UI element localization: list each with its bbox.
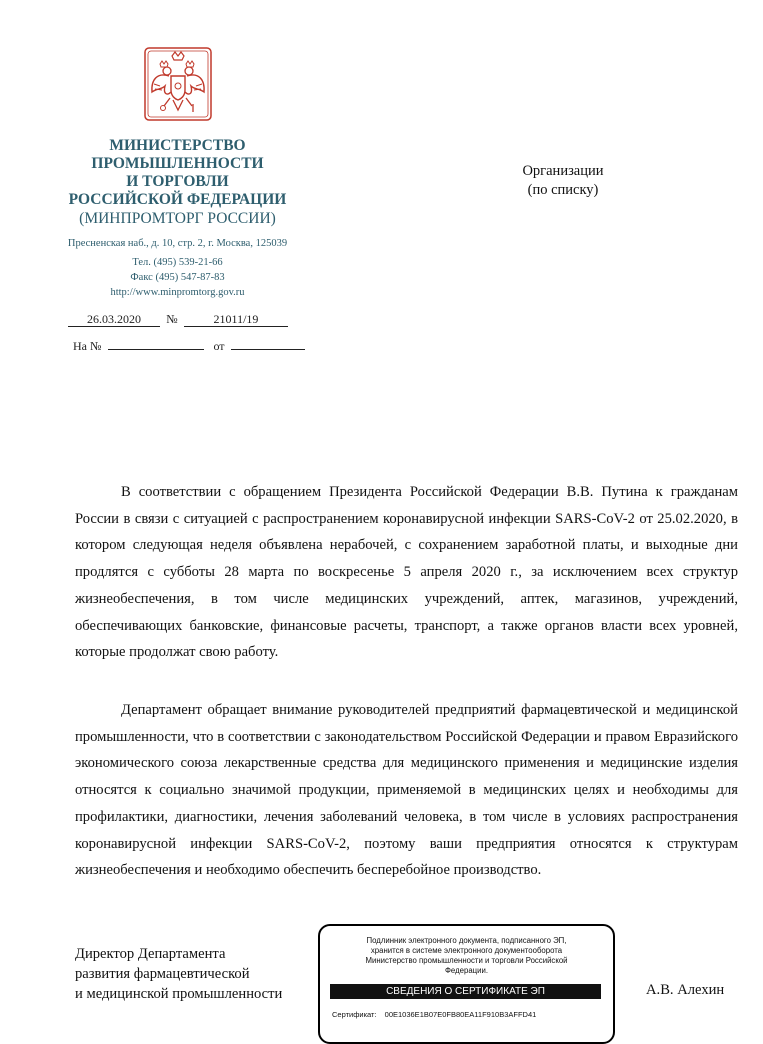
electronic-signature-stamp — [318, 924, 615, 1044]
reply-date-blank — [231, 336, 305, 350]
stamp-header: СВЕДЕНИЯ О СЕРТИФИКАТЕ ЭП — [330, 984, 601, 999]
reply-reference-line — [73, 336, 305, 354]
registration-number-label: № — [166, 312, 178, 326]
signatory-position-line: развития фармацевтической — [75, 966, 250, 982]
stamp-notice-line: Подлинник электронного документа, подписанного ЭП, — [366, 936, 567, 945]
stamp-notice-line: хранится в системе электронного документооборота — [370, 946, 563, 955]
ministry-name-line-4: РОССИЙСКОЙ ФЕДЕРАЦИИ — [68, 191, 287, 208]
registration-line — [68, 312, 288, 327]
ministry-fax: Факс (495) 547-87-83 — [130, 272, 225, 283]
ministry-address: Пресненская наб., д. 10, стр. 2, г. Москва, 125039 — [67, 238, 288, 249]
registration-date: 26.03.2020 — [68, 313, 160, 327]
signatory-position-line: и медицинской промышленности — [75, 986, 283, 1002]
ministry-name-line-3: И ТОРГОВЛИ — [126, 173, 229, 190]
certificate-label: Сертификат: — [332, 1010, 377, 1019]
ministry-phone: Тел. (495) 539-21-66 — [132, 257, 223, 268]
body-paragraph-1: В соответствии с обращением Президента Российской Федерации В.В. Путина к гражданам России в связи с ситуацией с распространением коронавирусной инфекции SARS-CoV-2 от 25.02.2020, в котором следующая неделя объявлена нерабочей, с сохранением заработной платы, и выходные дни продлятся с субботы 28 марта по воскресенье 5 апреля 2020 г., за исключением всех структур жизнеобеспечения, в том числе медицинских учреждений, аптек, магазинов, учреждений, обеспечивающих банковские, финансовые расчеты, транспорт, а также органов власти всех уровней, которые продолжат свою работу. — [75, 484, 738, 661]
signatory-position-line: Директор Департамента — [75, 946, 226, 962]
ministry-name-line-1: МИНИСТЕРСТВО — [109, 137, 246, 154]
reply-number-label: На № — [73, 339, 102, 353]
ministry-website: http://www.minpromtorg.gov.ru — [110, 287, 245, 298]
recipient-title: Организации — [522, 163, 604, 179]
stamp-certificate — [332, 1010, 536, 1019]
reply-from-label: от — [213, 339, 225, 353]
ministry-name-line-2: ПРОМЫШЛЕННОСТИ — [91, 155, 264, 172]
coat-of-arms-icon — [143, 46, 213, 122]
body-paragraph-2: Департамент обращает внимание руководителей предприятий фармацевтической и медицинской промышленности, что в соответствии с законодательством Российской Федерации и правом Евразийского экономического союза лекарственные средства для медицинского применения и медицинские изделия относятся к социально значимой продукции, применяемой в медицинских целях и необходимы для профилактики, диагностики, лечения заболеваний человека, в том числе в условиях распространения коронавирусной инфекции SARS-CoV-2, поэтому ваши предприятия относятся к структурам жизнеобеспечения и необходимо обеспечить бесперебойное производство. — [75, 702, 738, 879]
signatory-position — [75, 944, 282, 1004]
signatory-name: А.В. Алехин — [646, 982, 725, 998]
ministry-short-name: (МИНПРОМТОРГ РОССИИ) — [79, 210, 276, 227]
certificate-value: 00E1036E1B07E0FB80EA11F910B3AFFD41 — [384, 1010, 537, 1019]
stamp-notice-line: Министерство промышленности и торговли Российской — [365, 956, 568, 965]
stamp-notice — [330, 936, 603, 976]
reply-number-blank — [108, 336, 204, 350]
registration-number: 21011/19 — [184, 313, 288, 327]
recipient-subtitle: (по списку) — [527, 182, 599, 198]
stamp-notice-line: Федерации. — [445, 966, 488, 975]
